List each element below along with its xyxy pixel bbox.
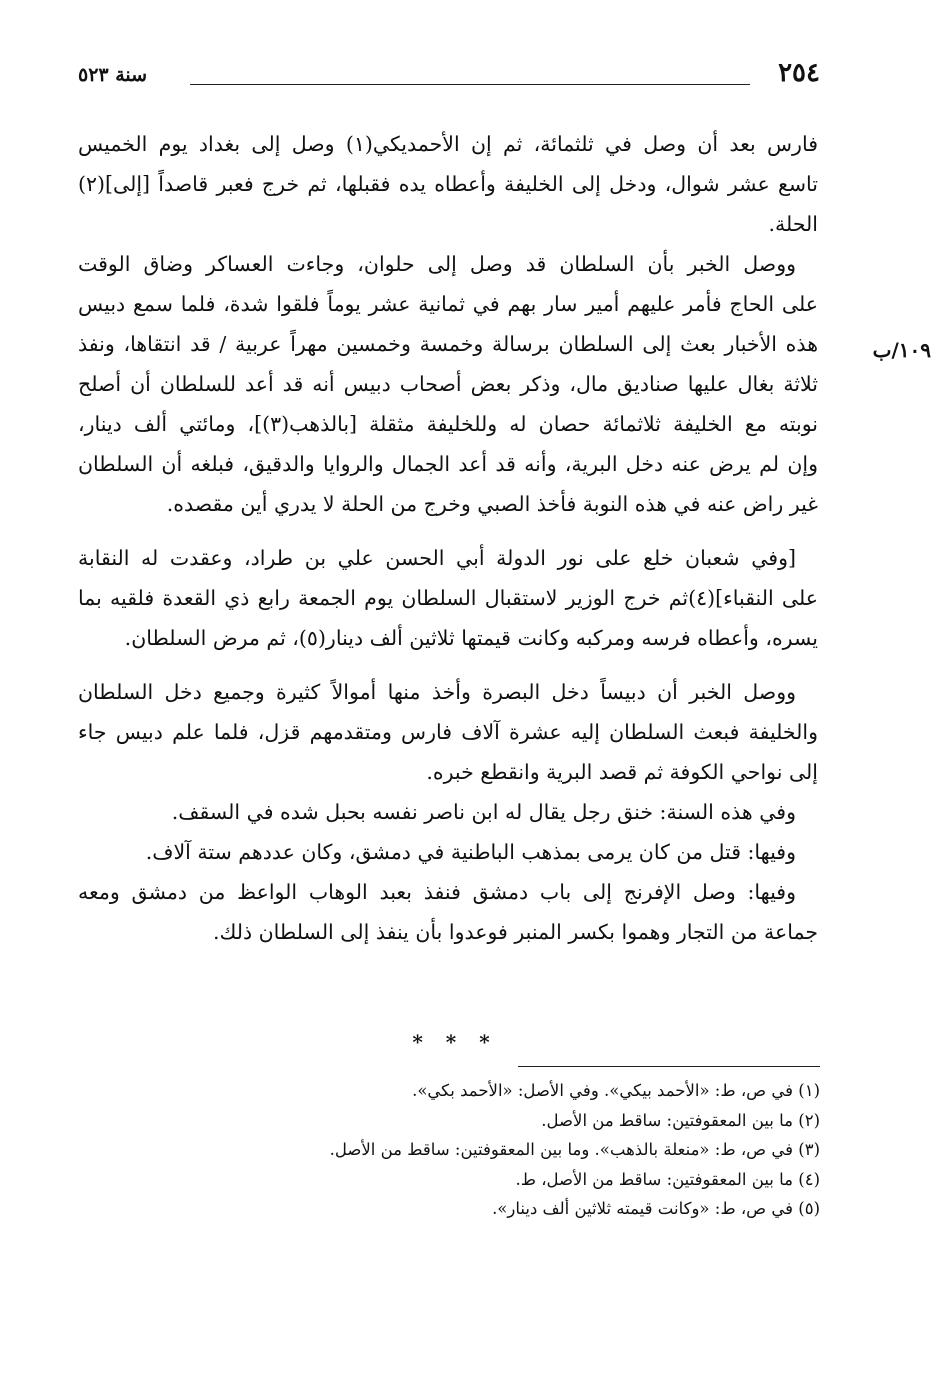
text-line: وفي هذه السنة: خنق رجل يقال له ابن ناصر نفسه بحبل شده في السقف.	[171, 800, 796, 824]
section-separator: * * *	[412, 1030, 498, 1054]
manuscript-folio-marker: ١٠٩/ب	[872, 338, 931, 362]
page-number: ٢٥٤	[778, 58, 820, 88]
text-line: نوبته مع الخليفة ثلاثمائة حصان له وللخليفة مثقلة [بالذهب(٣)]، ومائتي ألف دينار،	[78, 412, 818, 436]
text-line: فارس بعد أن وصل في ثلثمائة، ثم إن الأحمديكي(١) وصل إلى بغداد يوم الخميس	[78, 132, 818, 156]
footnote: (٣) في ص، ط: «منعلة بالذهب». وما بين المعقوفتين: ساقط من الأصل.	[329, 1140, 820, 1159]
paragraph	[78, 124, 818, 244]
footnote: (٤) ما بين المعقوفتين: ساقط من الأصل، ط.	[515, 1169, 820, 1189]
text-line: وإن لم يرض عنه دخل البرية، وأنه قد أعد الجمال والروايا والدقيق، فبلغه أن السلطان	[78, 452, 818, 476]
text-line: هذه الأخبار بعث إلى السلطان برسالة وخمسة وخمسين مهراً عربية / قد انتقاها، ونفذ	[78, 332, 818, 356]
text-line: على الحاج فأمر عليهم أمير سار بهم في ثمانية عشر يوماً فلقوا شدة، فلما سمع دبيس	[78, 292, 818, 316]
text-line: الحلة.	[768, 212, 818, 236]
paragraph	[78, 538, 818, 658]
text-line: وفيها: قتل من كان يرمى بمذهب الباطنية في دمشق، وكان عددهم ستة آلاف.	[145, 840, 796, 864]
paragraph	[78, 792, 818, 832]
text-line: غير راض عنه في هذه النوبة فأخذ الصبي وخرج من الحلة لا يدري أين مقصده.	[166, 492, 818, 516]
text-line: ووصل الخبر بأن السلطان قد وصل إلى حلوان، وجاءت العساكر وضاق الوقت	[78, 252, 796, 276]
footnote: (٢) ما بين المعقوفتين: ساقط من الأصل.	[541, 1110, 820, 1130]
text-line: والخليفة فبعث السلطان إليه عشرة آلاف فارس ومتقدمهم قزل، فلما علم دبيس جاء	[78, 720, 818, 744]
footnote: (١) في ص، ط: «الأحمد بيكي». وفي الأصل: «الأحمد بكي».	[412, 1081, 820, 1100]
text-line: وفيها: وصل الإفرنج إلى باب دمشق فنفذ بعبد الوهاب الواعظ من دمشق ومعه	[78, 880, 796, 904]
text-line: جماعة من التجار وهموا بكسر المنبر فوعدوا بأن ينفذ إلى السلطان ذلك.	[212, 920, 818, 944]
footnote-rule	[518, 1066, 820, 1067]
text-line: إلى نواحي الكوفة ثم قصد البرية وانقطع خبره.	[426, 760, 818, 784]
paragraph	[78, 872, 818, 952]
main-text	[78, 124, 818, 952]
text-line: [وفي شعبان خلع على نور الدولة أبي الحسن علي بن طراد، وعقدت له النقابة	[78, 546, 796, 570]
header-rule	[190, 84, 750, 85]
footnotes	[300, 1076, 820, 1224]
paragraph	[78, 672, 818, 792]
footnote: (٥) في ص، ط: «وكانت قيمته ثلاثين ألف دينار».	[492, 1199, 820, 1218]
text-line: ثلاثة بغال عليها صناديق مال، وذكر بعض أصحاب دبيس أنه قد أعد للسلطان أن أصلح	[78, 372, 818, 396]
paragraph	[78, 244, 818, 524]
paragraph	[78, 832, 818, 872]
text-line: على النقباء](٤)ثم خرج الوزير لاستقبال السلطان يوم الجمعة رابع ذي القعدة فلقيه بما	[78, 586, 818, 610]
text-line: يسره، وأعطاه فرسه ومركبه وكانت قيمتها ثلاثين ألف دينار(٥)، ثم مرض السلطان.	[124, 626, 818, 650]
text-line: ووصل الخبر أن دبيساً دخل البصرة وأخذ منها أموالاً كثيرة وجميع دخل السلطان	[78, 680, 796, 704]
text-line: تاسع عشر شوال، ودخل إلى الخليفة وأعطاه يده فقبلها، ثم خرج فعبر قاصداً [إلى](٢)	[78, 172, 818, 196]
page-header	[78, 58, 820, 94]
running-head-year: سنة ٥٢٣	[78, 64, 148, 86]
